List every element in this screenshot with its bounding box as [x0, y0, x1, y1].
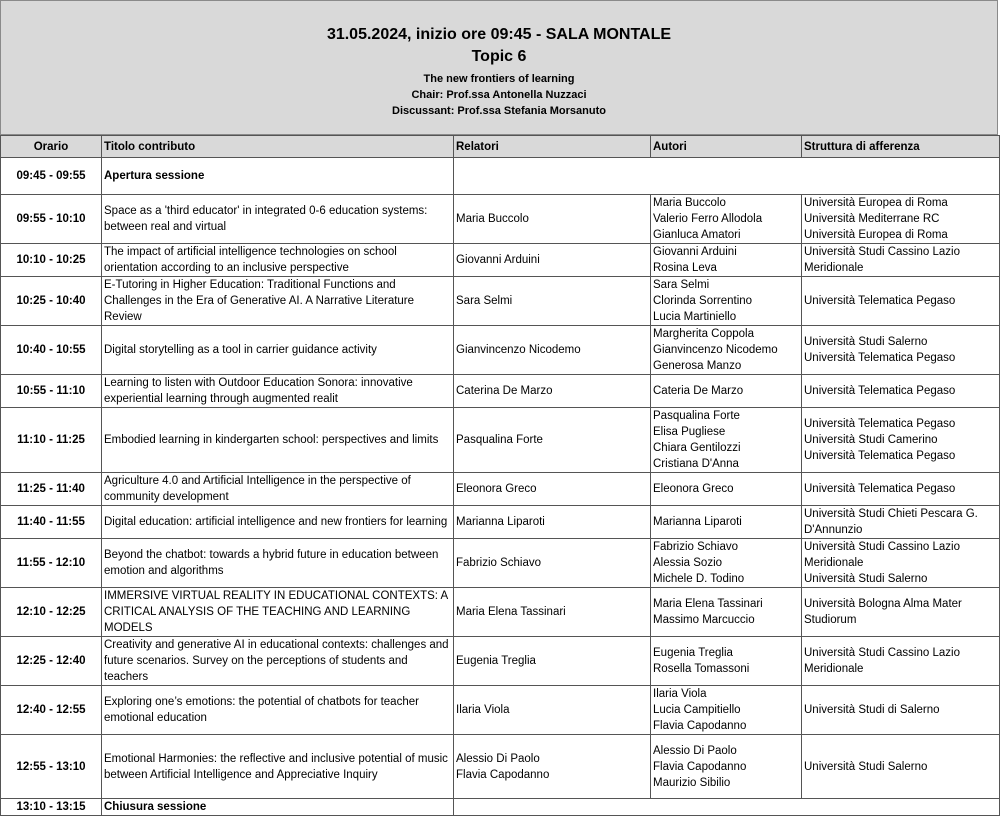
- speaker-name: Eugenia Treglia: [456, 655, 536, 667]
- speaker-name: Maria Elena Tassinari: [456, 606, 566, 618]
- affiliation-line: Università Studi Salerno: [804, 336, 928, 348]
- column-header-authors: Autori: [651, 136, 802, 158]
- time-cell: 09:55 - 10:10: [1, 195, 102, 244]
- affiliation-line: D'Annunzio: [804, 524, 863, 536]
- table-row: [1, 637, 1000, 686]
- author-name: Cateria De Marzo: [653, 385, 744, 397]
- table-row: [1, 473, 1000, 506]
- column-header-affiliation: Struttura di afferenza: [802, 136, 1000, 158]
- affiliation-cell: [802, 506, 1000, 539]
- speaker-cell: [454, 686, 651, 735]
- authors-cell: [651, 244, 802, 277]
- author-name: Ilaria Viola: [653, 688, 707, 700]
- discussant-line: Discussant: Prof.ssa Stefania Morsanuto: [392, 105, 606, 117]
- affiliation-line: Università Europea di Roma: [804, 197, 948, 209]
- title-cell: Exploring one’s emotions: the potential of chatbots for teacher emotional education: [102, 686, 454, 735]
- affiliation-line: Università Studi di Salerno: [804, 704, 940, 716]
- title-cell: Space as a 'third educator' in integrated 0-6 education systems: between real and virtual: [102, 195, 454, 244]
- author-name: Flavia Capodanno: [653, 760, 747, 773]
- speaker-cell: [454, 195, 651, 244]
- schedule-rows: [1, 158, 1000, 816]
- author-name: Michele D. Todino: [653, 573, 745, 585]
- title-cell: E-Tutoring in Higher Education: Traditional Functions and Challenges in the Era of Generative AI. A Narrative Literature Review: [102, 277, 454, 326]
- affiliation-cell: [802, 326, 1000, 375]
- affiliation-cell: [802, 686, 1000, 735]
- affiliation-line: Università Europea di Roma: [804, 229, 948, 241]
- table-row: [1, 244, 1000, 277]
- affiliation-line: Università Telematica Pegaso: [804, 483, 956, 495]
- authors-cell: [651, 637, 802, 686]
- time-cell: 12:10 - 12:25: [1, 588, 102, 637]
- title-cell: Digital education: artificial intelligence and new frontiers for learning: [102, 506, 454, 539]
- affiliation-line: Università Telematica Pegaso: [804, 450, 956, 462]
- table-header-row: [1, 136, 1000, 158]
- table-row: [1, 326, 1000, 375]
- affiliation-cell: [802, 539, 1000, 588]
- affiliation-cell: [802, 473, 1000, 506]
- topic-title: Topic 6: [471, 48, 527, 65]
- speaker-name: Eleonora Greco: [456, 483, 537, 495]
- session-label: Chiusura sessione: [102, 799, 454, 816]
- affiliation-cell: [802, 637, 1000, 686]
- authors-cell: [651, 539, 802, 588]
- author-name: Rosina Leva: [653, 262, 717, 274]
- author-name: Generosa Manzo: [653, 360, 742, 372]
- speaker-name: Marianna Liparoti: [456, 516, 545, 528]
- affiliation-line: Meridionale: [804, 557, 864, 569]
- speaker-name: Fabrizio Schiavo: [456, 557, 542, 569]
- authors-cell: [651, 506, 802, 539]
- affiliation-cell: [802, 244, 1000, 277]
- author-name: Cristiana D'Anna: [653, 458, 739, 470]
- time-cell: 12:40 - 12:55: [1, 686, 102, 735]
- time-cell: 11:10 - 11:25: [1, 408, 102, 473]
- author-name: Maria Elena Tassinari: [653, 598, 763, 610]
- title-cell: Embodied learning in kindergarten school: perspectives and limits: [102, 408, 454, 473]
- speaker-cell: [454, 735, 651, 799]
- authors-cell: [651, 408, 802, 473]
- date-line: 31.05.2024, inizio ore 09:45 - SALA MONTALE: [326, 26, 672, 43]
- table-row: [1, 686, 1000, 735]
- speaker-name: Alessio Di Paolo: [456, 752, 540, 765]
- speaker-name: Caterina De Marzo: [456, 385, 553, 397]
- schedule-header: [0, 0, 998, 135]
- time-cell: 13:10 - 13:15: [1, 799, 102, 816]
- author-name: Elisa Pugliese: [653, 426, 726, 438]
- title-cell: Agriculture 4.0 and Artificial Intelligence in the perspective of community development: [102, 473, 454, 506]
- author-name: Lucia Martiniello: [653, 311, 737, 323]
- authors-cell: [651, 277, 802, 326]
- empty-cell: [454, 799, 1000, 816]
- affiliation-line: Università Studi Cassino Lazio: [804, 541, 960, 553]
- title-cell: Emotional Harmonies: the reflective and inclusive potential of music between Artificial Intelligence and Appreciative Inquiry: [102, 735, 454, 799]
- time-cell: 10:55 - 11:10: [1, 375, 102, 408]
- table-row: [1, 588, 1000, 637]
- column-header-speakers: Relatori: [454, 136, 651, 158]
- time-cell: 10:25 - 10:40: [1, 277, 102, 326]
- table-row: [1, 506, 1000, 539]
- column-header-title: Titolo contributo: [102, 136, 454, 158]
- author-name: Eleonora Greco: [653, 483, 734, 495]
- affiliation-cell: [802, 375, 1000, 408]
- speaker-name: Maria Buccolo: [456, 213, 529, 225]
- affiliation-line: Università Studi Cassino Lazio: [804, 647, 960, 659]
- author-name: Clorinda Sorrentino: [653, 295, 753, 307]
- speaker-cell: [454, 539, 651, 588]
- table-row: [1, 539, 1000, 588]
- speaker-cell: [454, 326, 651, 375]
- schedule-table: [0, 135, 1000, 816]
- authors-cell: [651, 326, 802, 375]
- speaker-name: Ilaria Viola: [456, 704, 510, 716]
- author-name: Gianvincenzo Nicodemo: [653, 344, 778, 356]
- author-name: Gianluca Amatori: [653, 229, 741, 241]
- empty-cell: [454, 158, 1000, 195]
- authors-cell: [651, 473, 802, 506]
- time-cell: 10:40 - 10:55: [1, 326, 102, 375]
- title-cell: The impact of artificial intelligence technologies on school orientation according to an inclusive perspective: [102, 244, 454, 277]
- speaker-name: Pasqualina Forte: [456, 434, 543, 446]
- author-name: Maria Buccolo: [653, 197, 726, 209]
- affiliation-line: Università Studi Camerino: [804, 434, 938, 446]
- affiliation-cell: [802, 277, 1000, 326]
- author-name: Rosella Tomassoni: [653, 663, 750, 675]
- speaker-name: Giovanni Arduini: [456, 254, 540, 266]
- time-cell: 09:45 - 09:55: [1, 158, 102, 195]
- author-name: Sara Selmi: [653, 279, 710, 291]
- affiliation-line: Studiorum: [804, 614, 857, 626]
- speaker-cell: [454, 506, 651, 539]
- title-cell: Learning to listen with Outdoor Education Sonora: innovative experiential learning through augmented realit: [102, 375, 454, 408]
- affiliation-line: Università Studi Salerno: [804, 573, 928, 585]
- title-cell: IMMERSIVE VIRTUAL REALITY IN EDUCATIONAL CONTEXTS: A CRITICAL ANALYSIS OF THE TEACHING AND LEARNING MODELS: [102, 588, 454, 637]
- authors-cell: [651, 735, 802, 799]
- session-row: [1, 799, 1000, 816]
- session-row: [1, 158, 1000, 195]
- time-cell: 12:55 - 13:10: [1, 735, 102, 799]
- author-name: Fabrizio Schiavo: [653, 541, 739, 553]
- affiliation-cell: [802, 195, 1000, 244]
- author-name: Marianna Liparoti: [653, 516, 742, 528]
- speaker-cell: [454, 408, 651, 473]
- title-cell: Creativity and generative AI in educational contexts: challenges and future scenarios. Survey on the perceptions of students and teachers: [102, 637, 454, 686]
- affiliation-line: Università Studi Salerno: [804, 760, 928, 773]
- session-label: Apertura sessione: [102, 158, 454, 195]
- affiliation-cell: [802, 408, 1000, 473]
- speaker-name: Flavia Capodanno: [456, 768, 550, 781]
- authors-cell: [651, 375, 802, 408]
- author-name: Valerio Ferro Allodola: [653, 213, 763, 225]
- time-cell: 11:40 - 11:55: [1, 506, 102, 539]
- topic-subtitle: The new frontiers of learning: [423, 73, 575, 85]
- affiliation-line: Università Telematica Pegaso: [804, 352, 956, 364]
- speaker-cell: [454, 588, 651, 637]
- table-row: [1, 195, 1000, 244]
- authors-cell: [651, 588, 802, 637]
- time-cell: 12:25 - 12:40: [1, 637, 102, 686]
- author-name: Alessio Di Paolo: [653, 744, 737, 757]
- affiliation-line: Meridionale: [804, 663, 864, 675]
- speaker-cell: [454, 473, 651, 506]
- time-cell: 11:55 - 12:10: [1, 539, 102, 588]
- affiliation-line: Università Telematica Pegaso: [804, 385, 956, 397]
- speaker-name: Gianvincenzo Nicodemo: [456, 344, 581, 356]
- affiliation-cell: [802, 735, 1000, 799]
- author-name: Margherita Coppola: [653, 328, 755, 340]
- author-name: Giovanni Arduini: [653, 246, 737, 258]
- author-name: Alessia Sozio: [653, 557, 723, 569]
- column-header-time: Orario: [1, 136, 102, 158]
- speaker-name: Sara Selmi: [456, 295, 513, 307]
- title-cell: Digital storytelling as a tool in carrier guidance activity: [102, 326, 454, 375]
- speaker-cell: [454, 637, 651, 686]
- affiliation-line: Università Mediterrane RC: [804, 213, 940, 225]
- affiliation-line: Università Telematica Pegaso: [804, 295, 956, 307]
- speaker-cell: [454, 277, 651, 326]
- author-name: Massimo Marcuccio: [653, 614, 755, 626]
- affiliation-line: Università Studi Cassino Lazio: [804, 246, 960, 258]
- table-row: [1, 408, 1000, 473]
- table-row: [1, 277, 1000, 326]
- author-name: Maurizio Sibilio: [653, 776, 731, 789]
- authors-cell: [651, 195, 802, 244]
- table-row: [1, 375, 1000, 408]
- affiliation-line: Università Studi Chieti Pescara G.: [804, 508, 978, 520]
- speaker-cell: [454, 375, 651, 408]
- author-name: Flavia Capodanno: [653, 720, 747, 732]
- time-cell: 11:25 - 11:40: [1, 473, 102, 506]
- authors-cell: [651, 686, 802, 735]
- affiliation-line: Università Telematica Pegaso: [804, 418, 956, 430]
- chair-line: Chair: Prof.ssa Antonella Nuzzaci: [411, 89, 587, 101]
- author-name: Eugenia Treglia: [653, 647, 733, 659]
- author-name: Pasqualina Forte: [653, 410, 740, 422]
- time-cell: 10:10 - 10:25: [1, 244, 102, 277]
- affiliation-cell: [802, 588, 1000, 637]
- title-cell: Beyond the chatbot: towards a hybrid future in education between emotion and algorithms: [102, 539, 454, 588]
- author-name: Chiara Gentilozzi: [653, 442, 741, 454]
- affiliation-line: Meridionale: [804, 262, 864, 274]
- speaker-cell: [454, 244, 651, 277]
- affiliation-line: Università Bologna Alma Mater: [804, 598, 962, 610]
- author-name: Lucia Campitiello: [653, 704, 741, 716]
- table-row: [1, 735, 1000, 799]
